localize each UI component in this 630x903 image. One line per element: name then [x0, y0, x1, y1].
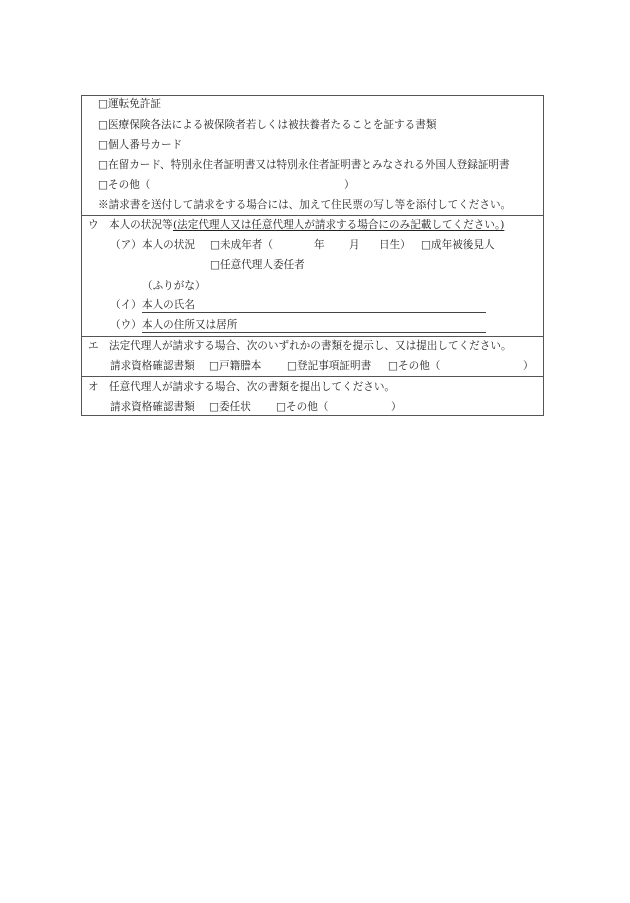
row-a-label: 本人の状況 — [142, 239, 195, 251]
section-o-mark: オ — [88, 381, 99, 393]
row-u-num: （ウ） — [110, 319, 142, 331]
address-label: 本人の住所又は居所 — [142, 319, 238, 331]
doc-other[interactable]: □その他（ — [98, 179, 151, 191]
doc-e-other-checkbox[interactable]: □その他（ — [388, 360, 441, 372]
status-ward-checkbox[interactable]: □成年被後見人 — [421, 239, 495, 251]
doc-drivers-license[interactable]: □運転免許証 — [98, 98, 161, 110]
divider-section-u — [82, 215, 543, 216]
name-field-line[interactable] — [142, 312, 486, 313]
doc-power-of-attorney-checkbox[interactable]: □委任状 — [209, 401, 251, 413]
section-u-title: 本人の状況等 — [109, 219, 173, 231]
section-o-docs-label: 請求資格確認書類 — [110, 401, 195, 413]
birth-day-label: 日生） — [379, 239, 411, 251]
row-a-num: （ア） — [110, 239, 142, 251]
doc-e-other-close: ） — [523, 360, 534, 372]
doc-health-insurance[interactable]: □医療保険各法による被保険者若しくは被扶養者たることを証する書類 — [98, 119, 437, 131]
furigana-label: （ふりがな） — [142, 280, 206, 292]
divider-section-o — [82, 376, 543, 377]
status-minor-checkbox[interactable]: □未成年者（ — [210, 239, 273, 251]
divider-section-e — [82, 336, 543, 337]
section-e-docs-label: 請求資格確認書類 — [110, 360, 195, 372]
name-label: 本人の氏名 — [142, 299, 195, 311]
status-proxy-principal-checkbox[interactable]: □任意代理人委任者 — [210, 259, 305, 271]
doc-other-close: ） — [344, 179, 355, 191]
mail-request-note: ※請求書を送付して請求をする場合には、加えて住民票の写し等を添付してください。 — [98, 199, 512, 211]
doc-o-other-checkbox[interactable]: □その他（ — [276, 401, 329, 413]
section-u-mark: ウ — [88, 219, 99, 231]
address-field-line[interactable] — [142, 332, 486, 333]
section-u-title-note: (法定代理人又は任意代理人が請求する場合にのみ記載してください。) — [173, 219, 505, 231]
section-o-text: 任意代理人が請求する場合、次の書類を提出してください。 — [109, 381, 396, 393]
doc-o-other-close: ） — [391, 401, 402, 413]
section-e-text: 法定代理人が請求する場合、次のいずれかの書類を提示し、又は提出してください。 — [109, 340, 512, 352]
section-e-mark: エ — [88, 340, 99, 352]
birth-year-label: 年 — [314, 239, 325, 251]
doc-family-register-checkbox[interactable]: □戸籍謄本 — [209, 360, 262, 372]
doc-residence-card[interactable]: □在留カード、特別永住者証明書又は特別永住者証明書とみなされる外国人登録証明書 — [98, 159, 510, 171]
birth-month-label: 月 — [349, 239, 360, 251]
row-i-num: （イ） — [110, 299, 142, 311]
doc-my-number-card[interactable]: □個人番号カード — [98, 139, 183, 151]
doc-registry-certificate-checkbox[interactable]: □登記事項証明書 — [287, 360, 372, 372]
